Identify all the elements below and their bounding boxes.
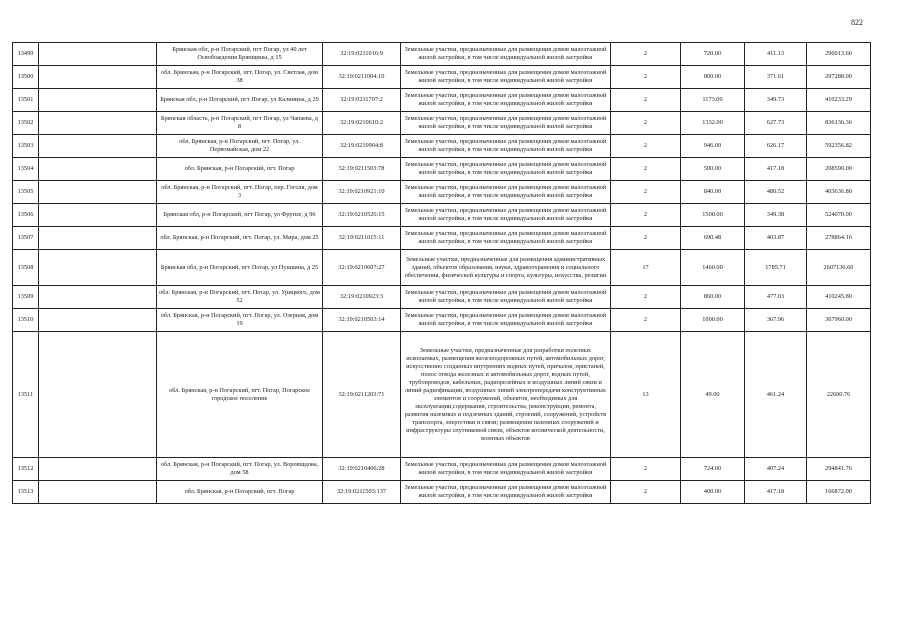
row-cadastral-number: 32:19:0211707:2: [323, 89, 401, 112]
row-number: 13499: [13, 43, 39, 66]
row-land-use: Земельные участки, предназначенные для разработки полезных ископаемых, размещения железнодорожных путей, автомобильных дорог, искусственно созданных внутренних водных путей, причалов, пристаней, полос отвода железных и автомобильных дорог, водных путей, трубопроводов, кабельных, радиорелейных и воздушных линий связи и линий радиофикации, воздушных линий электропередачи конструктивных элементов и сооружений, объектов, необходимых для эксплуатации,содержания, строительства, реконструкции, ремонта, развития наземных и подземных зданий, строений, сооружений, устройств транспорта, энергетики и связи; размещения наземных сооружений и инфраструктуры спутниковой связи, объектов космической деятельности, военных объектов: [401, 332, 611, 458]
row-address: обл. Брянская, р-н Погарский, пгт. Погар, пер. Гоголя, дом 3: [157, 181, 323, 204]
row-cadastral-value: 367960.00: [807, 309, 871, 332]
table-row: [13, 227, 871, 250]
row-land-use: Земельные участки, предназначенные для размещения домов малоэтажной жилой застройки, в том числе индивидуальной жилой застройки: [401, 135, 611, 158]
row-land-use: Земельные участки, предназначенные для размещения домов малоэтажной жилой застройки, в том числе индивидуальной жилой застройки: [401, 43, 611, 66]
row-cadastral-value: 208590.00: [807, 158, 871, 181]
row-group: 2: [611, 286, 681, 309]
row-land-use: Земельные участки, предназначенные для размещения домов малоэтажной жилой застройки, в том числе индивидуальной жилой застройки: [401, 89, 611, 112]
row-number: 13510: [13, 309, 39, 332]
row-group: 17: [611, 250, 681, 286]
row-group: 2: [611, 204, 681, 227]
row-area: 400.00: [681, 481, 745, 504]
row-specific-value: 417.18: [745, 158, 807, 181]
row-land-use: Земельные участки, предназначенные для размещения домов малоэтажной жилой застройки, в том числе индивидуальной жилой застройки: [401, 309, 611, 332]
row-number: 13507: [13, 227, 39, 250]
row-number: 13513: [13, 481, 39, 504]
row-area: 946.00: [681, 135, 745, 158]
row-land-use: Земельные участки, предназначенные для размещения домов малоэтажной жилой застройки, в том числе индивидуальной жилой застройки: [401, 181, 611, 204]
blank-cell: [39, 181, 157, 204]
row-number: 13504: [13, 158, 39, 181]
blank-cell: [39, 481, 157, 504]
row-number: 13501: [13, 89, 39, 112]
table-row: [13, 458, 871, 481]
row-specific-value: 411.13: [745, 43, 807, 66]
row-land-use: Земельные участки, предназначенные для размещения домов малоэтажной жилой застройки, в том числе индивидуальной жилой застройки: [401, 458, 611, 481]
row-number: 13512: [13, 458, 39, 481]
row-cadastral-number: 32:19:0211203:71: [323, 332, 401, 458]
row-cadastral-number: 32:19:0211503:137: [323, 481, 401, 504]
row-land-use: Земельные участки, предназначенные для размещения домов малоэтажной жилой застройки, в том числе индивидуальной жилой застройки: [401, 158, 611, 181]
table-row: [13, 181, 871, 204]
row-land-use: Земельные участки, предназначенные для размещения административных зданий, объектов образования, науки, здравоохранения и социального обеспечения, физической культуры и спорта, культуры, искусства, религии: [401, 250, 611, 286]
row-number: 13502: [13, 112, 39, 135]
row-address: обл. Брянская, р-н Погарский, пгт. Погар, ул. Озерная, дом 19: [157, 309, 323, 332]
row-address: Брянская обл, р-н Погарский, пгт Погар, ул Калинина, д 29: [157, 89, 323, 112]
table-row: [13, 135, 871, 158]
row-cadastral-number: 32:19:0210526:15: [323, 204, 401, 227]
row-area: 690.48: [681, 227, 745, 250]
row-area: 500.00: [681, 158, 745, 181]
row-specific-value: 417.18: [745, 481, 807, 504]
row-cadastral-value: 592356.82: [807, 135, 871, 158]
row-area: 720.00: [681, 43, 745, 66]
table-row: [13, 112, 871, 135]
table-row: [13, 158, 871, 181]
row-group: 2: [611, 227, 681, 250]
table-row: [13, 250, 871, 286]
row-cadastral-value: 403636.80: [807, 181, 871, 204]
row-cadastral-number: 32:19:0210607:27: [323, 250, 401, 286]
row-address: Брянская обл, р-н Погарский, пгт Погар, ул 40 лет Освобождения Брянщины, д 15: [157, 43, 323, 66]
row-cadastral-number: 32:19:0210503:14: [323, 309, 401, 332]
row-land-use: Земельные участки, предназначенные для размещения домов малоэтажной жилой застройки, в том числе индивидуальной жилой застройки: [401, 286, 611, 309]
row-cadastral-number: 32:19:0210923:3: [323, 286, 401, 309]
row-cadastral-number: 32:19:0211015:11: [323, 227, 401, 250]
row-specific-value: 461.24: [745, 332, 807, 458]
blank-cell: [39, 309, 157, 332]
row-group: 2: [611, 309, 681, 332]
row-group: 2: [611, 89, 681, 112]
row-area: 840.00: [681, 181, 745, 204]
row-address: обл. Брянская, р-н Погарский, пгт. Погар: [157, 481, 323, 504]
row-cadastral-value: 410233.29: [807, 89, 871, 112]
row-address: обл. Брянская, р-н Погарский, пгт. Погар, ул. Первомайская, дом 22: [157, 135, 323, 158]
row-address: обл. Брянская, р-н Погарский, пгт. Погар: [157, 158, 323, 181]
row-land-use: Земельные участки, предназначенные для размещения домов малоэтажной жилой застройки, в том числе индивидуальной жилой застройки: [401, 227, 611, 250]
row-address: обл. Брянская, р-н Погарский, пгт. Погар, ул. Мира, дом 25: [157, 227, 323, 250]
row-number: 13511: [13, 332, 39, 458]
blank-cell: [39, 227, 157, 250]
row-address: обл. Брянская, р-н Погарский, пгт. Погар, ул. Светлая, дом 38: [157, 66, 323, 89]
row-address: обл. Брянская, р-н Погарский, пгт. Погар, ул. Урицкого, дом 52: [157, 286, 323, 309]
blank-cell: [39, 158, 157, 181]
blank-cell: [39, 89, 157, 112]
cadastral-value-table: [12, 42, 871, 504]
blank-cell: [39, 135, 157, 158]
row-cadastral-number: 32:19:0211004:10: [323, 66, 401, 89]
table-row: [13, 332, 871, 458]
row-group: 2: [611, 135, 681, 158]
table-row: [13, 309, 871, 332]
row-group: 2: [611, 66, 681, 89]
row-group: 2: [611, 481, 681, 504]
row-specific-value: 1785.71: [745, 250, 807, 286]
row-land-use: Земельные участки, предназначенные для размещения домов малоэтажной жилой застройки, в том числе индивидуальной жилой застройки: [401, 66, 611, 89]
row-cadastral-value: 22600.76: [807, 332, 871, 458]
row-cadastral-value: 410245.80: [807, 286, 871, 309]
row-specific-value: 407.24: [745, 458, 807, 481]
row-specific-value: 627.73: [745, 112, 807, 135]
row-cadastral-value: 166872.00: [807, 481, 871, 504]
row-cadastral-number: 32:19:0210406:28: [323, 458, 401, 481]
table-row: [13, 286, 871, 309]
row-area: 800.00: [681, 66, 745, 89]
row-address: Брянская область, р-н Погарский, пгт Погар, ул Чапаева, д 8: [157, 112, 323, 135]
row-cadastral-number: 32:19:0210610:2: [323, 112, 401, 135]
row-number: 13505: [13, 181, 39, 204]
row-specific-value: 477.03: [745, 286, 807, 309]
row-group: 2: [611, 158, 681, 181]
blank-cell: [39, 112, 157, 135]
page-number: 822: [851, 18, 863, 27]
row-address: Брянская обл, р-н Погарский, пгт Погар, ул Пушкина, д 25: [157, 250, 323, 286]
row-number: 13509: [13, 286, 39, 309]
row-land-use: Земельные участки, предназначенные для размещения домов малоэтажной жилой застройки, в том числе индивидуальной жилой застройки: [401, 204, 611, 227]
row-address: обл. Брянская, р-н Погарский, пгт. Погар, Погарское городское поселение: [157, 332, 323, 458]
row-area: 1460.00: [681, 250, 745, 286]
row-specific-value: 480.52: [745, 181, 807, 204]
row-group: 2: [611, 43, 681, 66]
blank-cell: [39, 204, 157, 227]
table-row: [13, 204, 871, 227]
row-area: 1500.00: [681, 204, 745, 227]
row-area: 49.00: [681, 332, 745, 458]
row-cadastral-value: 297288.00: [807, 66, 871, 89]
row-area: 1000.00: [681, 309, 745, 332]
blank-cell: [39, 66, 157, 89]
blank-cell: [39, 286, 157, 309]
row-area: 860.00: [681, 286, 745, 309]
row-cadastral-number: 32:19:0210921:10: [323, 181, 401, 204]
row-number: 13503: [13, 135, 39, 158]
row-group: 13: [611, 332, 681, 458]
row-group: 2: [611, 112, 681, 135]
row-group: 2: [611, 458, 681, 481]
row-cadastral-value: 524070.00: [807, 204, 871, 227]
table-row: [13, 66, 871, 89]
row-cadastral-value: 278864.16: [807, 227, 871, 250]
row-area: 724.00: [681, 458, 745, 481]
row-specific-value: 403.87: [745, 227, 807, 250]
row-land-use: Земельные участки, предназначенные для размещения домов малоэтажной жилой застройки, в том числе индивидуальной жилой застройки: [401, 112, 611, 135]
row-specific-value: 349.73: [745, 89, 807, 112]
row-area: 1332.00: [681, 112, 745, 135]
table-row: [13, 481, 871, 504]
row-cadastral-value: 836136.36: [807, 112, 871, 135]
row-number: 13508: [13, 250, 39, 286]
blank-cell: [39, 458, 157, 481]
blank-cell: [39, 43, 157, 66]
blank-cell: [39, 250, 157, 286]
table-row: [13, 43, 871, 66]
row-cadastral-value: 294841.76: [807, 458, 871, 481]
row-group: 2: [611, 181, 681, 204]
row-specific-value: 349.38: [745, 204, 807, 227]
row-address: Брянская обл, р-н Погарский, пгт Погар, ул Фрунзе, д 96: [157, 204, 323, 227]
table-row: [13, 89, 871, 112]
blank-cell: [39, 332, 157, 458]
row-cadastral-number: 32:19:0211016:9: [323, 43, 401, 66]
row-cadastral-value: 296013.60: [807, 43, 871, 66]
row-cadastral-number: 32:19:0211503:78: [323, 158, 401, 181]
row-area: 1173.00: [681, 89, 745, 112]
row-specific-value: 626.17: [745, 135, 807, 158]
row-cadastral-number: 32:19:0210904:8: [323, 135, 401, 158]
row-cadastral-value: 2607136.60: [807, 250, 871, 286]
row-number: 13500: [13, 66, 39, 89]
row-number: 13506: [13, 204, 39, 227]
row-specific-value: 371.61: [745, 66, 807, 89]
row-land-use: Земельные участки, предназначенные для размещения домов малоэтажной жилой застройки, в том числе индивидуальной жилой застройки: [401, 481, 611, 504]
row-address: обл. Брянская, р-н Погарский, пгт. Погар, ул. Воровщцова, дом 58: [157, 458, 323, 481]
row-specific-value: 367.96: [745, 309, 807, 332]
